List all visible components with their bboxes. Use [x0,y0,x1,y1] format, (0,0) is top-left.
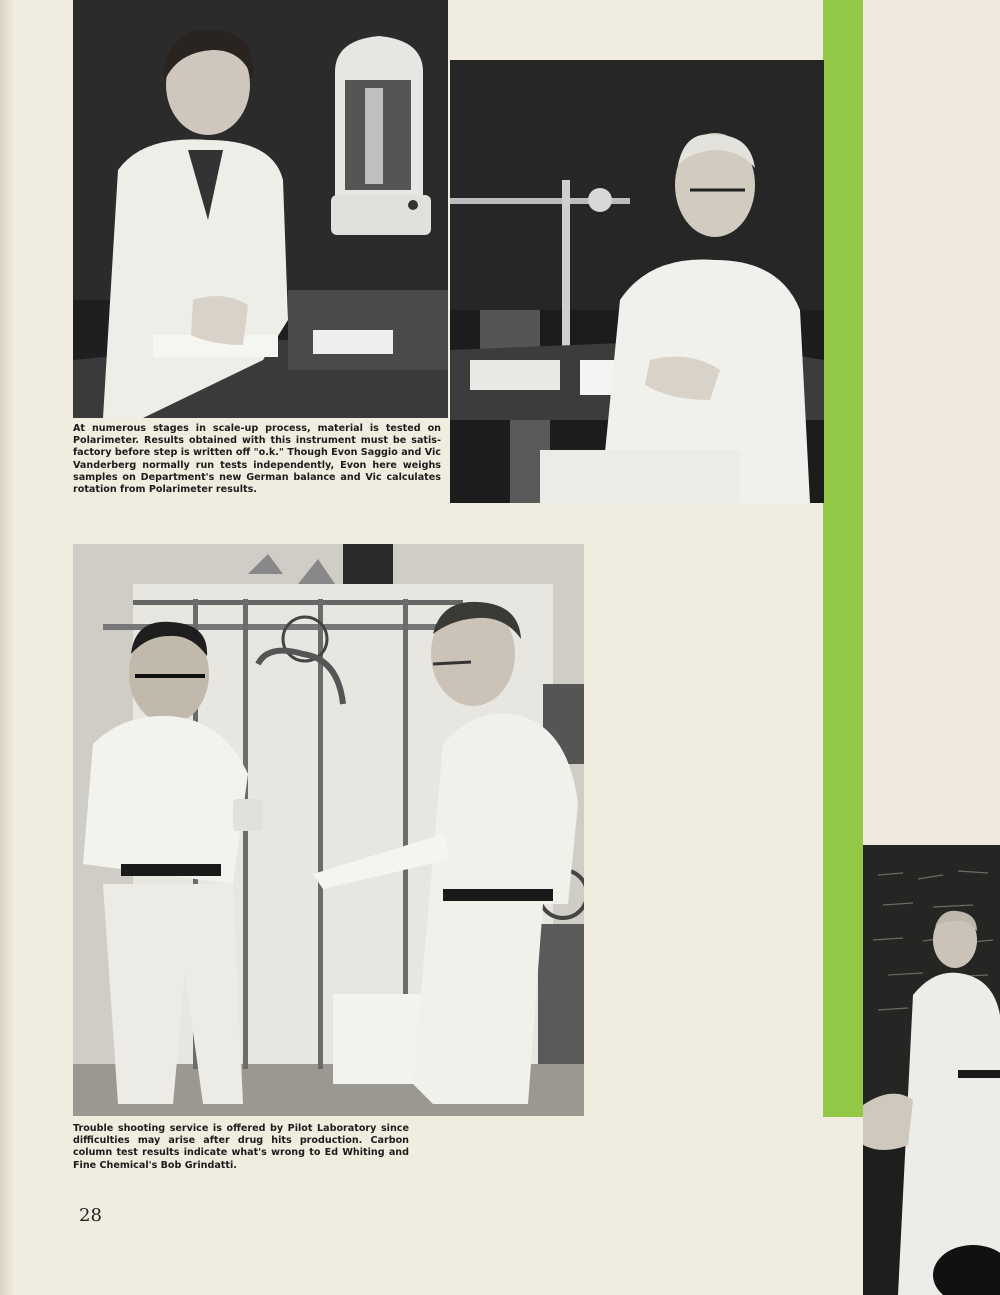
right-margin [863,0,1000,845]
photo-polarimeter-man [450,60,824,503]
photo-man-at-blackboard-icon [863,845,1000,1295]
page-edge-shadow [0,0,14,1295]
photo-woman-writing-icon [73,0,448,418]
photo-blackboard-man [863,845,1000,1295]
caption-trouble-shooting: Trouble shooting service is offered by Pilot Laboratory since difficulties may arise after drug hits production. Carbon column test results indicate what's wrong to Ed Whiting and Fine Chemical's Bob Grindatti. [73,1123,409,1171]
photo-man-calculating-icon [450,60,824,503]
photo-trouble-shooting [73,544,584,1116]
photo-polarimeter-woman [73,0,448,418]
photo-two-men-icon [73,544,584,1116]
page-number: 28 [79,1205,102,1226]
caption-polarimeter: At numerous stages in scale-up process, material is tested on Polarimeter. Results obtained with this instrument must be satis-factory before step is written off "o.k." Though Evon Saggio and Vic Vanderberg normally run tests independently, Evon here weighs samples on Department's new German balance and Vic calculates rotation from Polarimeter results. [73,423,441,496]
green-accent-stripe [823,0,863,1117]
